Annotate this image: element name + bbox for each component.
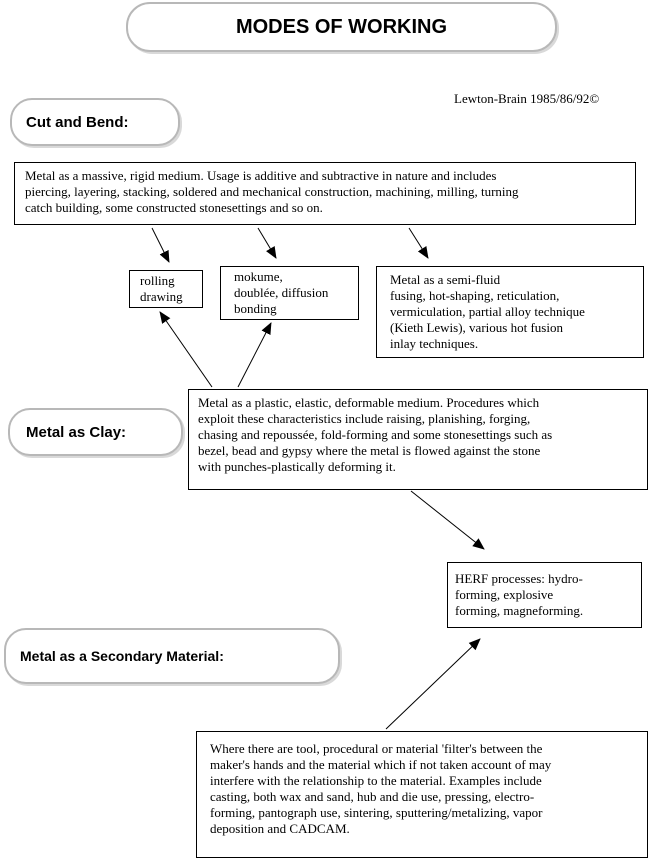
- arrow-massive-to-rolling: [152, 228, 169, 262]
- box-herf: HERF processes: hydro- forming, explosive forming, magneforming.: [447, 562, 642, 628]
- label-secondary-material-text: Metal as a Secondary Material:: [20, 648, 224, 664]
- arrow-plastic-to-herf: [411, 491, 484, 549]
- diagram-title: MODES OF WORKING: [235, 15, 448, 38]
- label-metal-as-clay-text: Metal as Clay:: [26, 423, 127, 441]
- box-mokume: mokume, doublée, diffusion bonding: [220, 266, 359, 320]
- arrow-plastic-to-rolling: [160, 312, 212, 387]
- label-cut-and-bend-text: Cut and Bend:: [26, 113, 129, 131]
- box-secondary-material: Where there are tool, procedural or material 'filter's between the maker's hands and the material which if not taken account of may interfere with the relationship to the material. Examples include casting, both wax and sand, hub and die use, pressing, electro- forming, pantograph use, sintering, sputtering/metalizing, vapor deposition and CADCAM.: [196, 731, 648, 858]
- arrow-massive-to-semi-fluid: [409, 228, 428, 258]
- box-massive-medium: Metal as a massive, rigid medium. Usage is additive and subtractive in nature and includes piercing, layering, stacking, soldered and mechanical construction, machining, milling, turning catch building, some constructed stonesettings and so on.: [14, 162, 636, 225]
- credit-text: Lewton-Brain 1985/86/92©: [454, 91, 600, 106]
- arrow-plastic-to-mokume: [238, 323, 271, 387]
- box-rolling-drawing: rolling drawing: [129, 270, 203, 308]
- box-semi-fluid: Metal as a semi-fluid fusing, hot-shaping, reticulation, vermiculation, partial alloy technique (Kieth Lewis), various hot fusion inlay techniques.: [376, 266, 644, 358]
- arrow-massive-to-mokume: [258, 228, 276, 258]
- arrow-secondary-to-herf: [386, 639, 480, 729]
- box-plastic-medium: Metal as a plastic, elastic, deformable medium. Procedures which exploit these characteristics include raising, planishing, forging, chasing and repoussée, fold-forming and some stonesettings such as bezel, bead and gypsy where the metal is flowed against the stone with punches-plastically deforming it.: [188, 389, 648, 490]
